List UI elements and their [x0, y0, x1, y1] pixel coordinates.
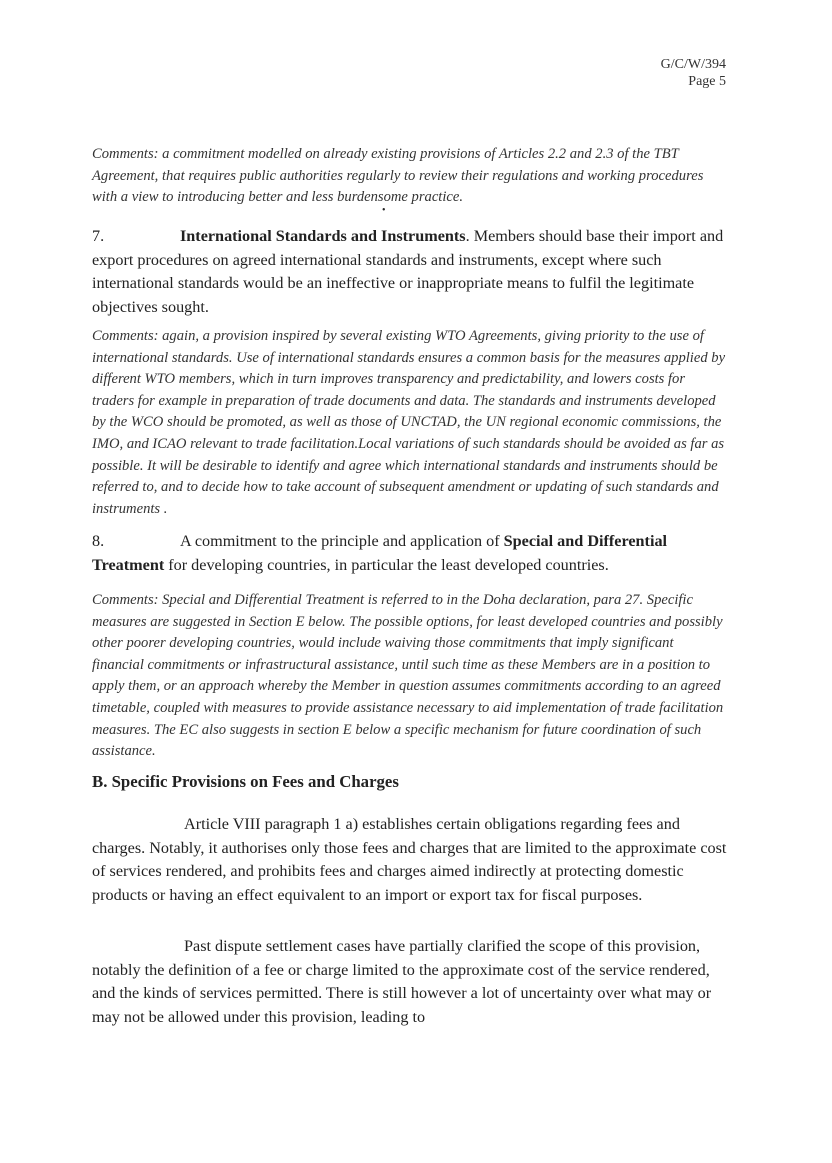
comment-special-differential: Comments: Special and Differential Treatment is referred to in the Doha declaration, para 27. Specific measures are suggested in Section E below. The possible options, for least developed countries and possibly other poorer developing countries, would include waiving those commitments that imply significant financial commitments or infrastructural assistance, until such time as these Members are in a position to apply them, or an approach whereby the Member in question assumes commitments according to an agreed timetable, coupled with measures to provide assistance necessary to aid implementation of trade facilitation measures. The EC also suggests in section E below a specific mechanism for future coordination of such assistance. — [92, 592, 724, 760]
section-b-paragraph-2 — [92, 935, 728, 1029]
section-b-paragraph-1 — [92, 813, 728, 907]
section-b-heading: B. Specific Provisions on Fees and Charges — [92, 772, 399, 791]
document-symbol: G/C/W/394 — [660, 57, 726, 72]
section-b-paragraph-2-text: Past dispute settlement cases have partially clarified the scope of this provision, notably the definition of a fee or charge limited to the approximate cost of the service rendered, and the kinds of services permitted. There is still however a lot of uncertainty over what may or may not be allowed under this provision, leading to — [92, 937, 712, 1026]
paragraph-7 — [92, 225, 728, 319]
paragraph-7-title: International Standards and Instruments — [180, 227, 466, 245]
page-number: Page 5 — [688, 74, 726, 89]
paragraph-8-text-before: A commitment to the principle and application of — [180, 532, 504, 550]
paragraph-8-number: 8. — [92, 532, 105, 550]
comment-international-standards: Comments: again, a provision inspired by several existing WTO Agreements, giving priority to the use of international standards. Use of international standards ensures a common basis for the measures applied by different WTO members, which in turn improves transparency and predictability, and lowers costs for traders for example in preparation of trade documents and data. The standards and instruments developed by the WCO should be promoted, as well as those of UNCTAD, the UN regional economic commissions, the IMO, and ICAO relevant to trade facilitation.Local variations of such standards should be avoided as far as possible. It will be desirable to identify and agree which international standards and instruments should be referred to, and to decide how to take account of subsequent amendment or updating of such standards and instruments . — [92, 328, 726, 517]
paragraph-7-text: . Members should base their import and export procedures on agreed international standards and instruments, except where such international standards would be an ineffective or inappropriate means to fulfil the legitimate objectives sought. — [92, 227, 724, 316]
page-header — [661, 56, 726, 90]
paragraph-7-number: 7. — [92, 227, 105, 245]
paragraph-8 — [92, 530, 728, 577]
paragraph-8-bold: Special and Differential Treatment — [92, 532, 668, 574]
paragraph-8-text-after: for developing countries, in particular the least developed countries. — [164, 555, 609, 574]
bullet-mark: • — [382, 205, 386, 216]
comment-tbt: Comments: a commitment modelled on already existing provisions of Articles 2.2 and 2.3 of the TBT Agreement, that requires public authorities regularly to review their regulations and working procedures with a view to introducing better and less burdensome practice. — [92, 146, 704, 206]
section-b-paragraph-1-text: Article VIII paragraph 1 a) establishes certain obligations regarding fees and charges. Notably, it authorises only those fees and charges that are limited to the approximate cost of services rendered, and prohibits fees and charges aimed indirectly at protecting domestic products or having an effect equivalent to an import or export tax for fiscal purposes. — [92, 815, 727, 904]
